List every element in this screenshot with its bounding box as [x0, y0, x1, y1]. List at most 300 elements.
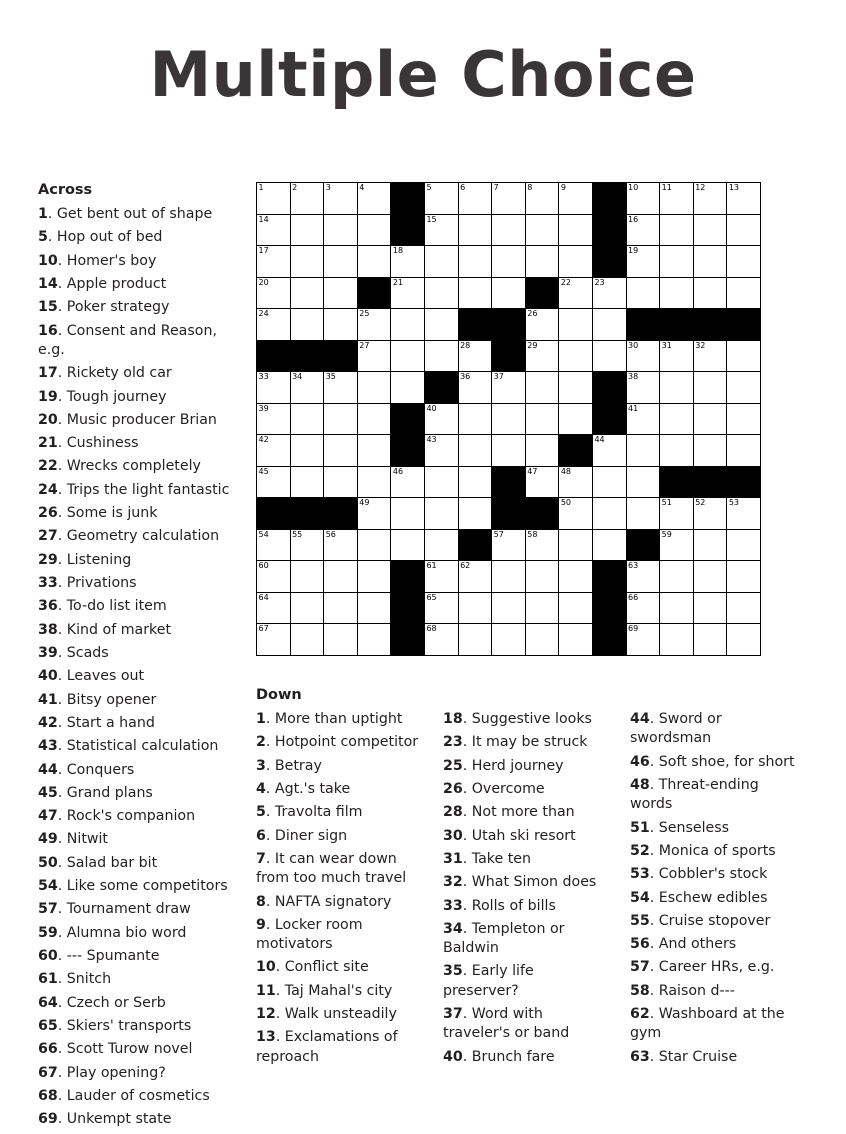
grid-cell[interactable]	[290, 435, 324, 467]
grid-cell[interactable]	[559, 529, 593, 561]
grid-cell[interactable]	[458, 214, 492, 246]
grid-cell[interactable]	[458, 466, 492, 498]
grid-cell[interactable]	[693, 435, 727, 467]
grid-row	[257, 466, 761, 498]
grid-cell-number: 58	[527, 529, 538, 539]
grid-cell[interactable]	[324, 277, 358, 309]
grid-cell[interactable]	[559, 498, 593, 530]
clue-item	[38, 228, 238, 247]
grid-cell-number: 38	[628, 372, 639, 381]
grid-cell[interactable]	[626, 403, 660, 435]
grid-cell[interactable]	[357, 340, 391, 372]
grid-cell[interactable]	[357, 624, 391, 656]
grid-cell[interactable]	[592, 498, 626, 530]
grid-cell[interactable]	[324, 466, 358, 498]
grid-cell[interactable]	[559, 372, 593, 404]
clue-text: . Czech or Serb	[57, 994, 166, 1011]
grid-cell-block	[492, 498, 526, 530]
grid-cell[interactable]	[290, 309, 324, 341]
clue-text: . To-do list item	[57, 598, 167, 615]
down-clue-column-1	[256, 710, 421, 1071]
grid-cell[interactable]	[660, 529, 694, 561]
grid-cell-number: 34	[292, 372, 303, 381]
grid-cell[interactable]	[458, 246, 492, 278]
grid-cell[interactable]	[391, 246, 425, 278]
clue-text: . It may be struck	[462, 734, 588, 751]
grid-cell[interactable]	[693, 183, 727, 215]
grid-cell-block	[391, 592, 425, 624]
clue-number: 18	[443, 711, 463, 727]
grid-cell[interactable]	[660, 435, 694, 467]
grid-cell[interactable]	[324, 309, 358, 341]
clue-text: . Monica of sports	[649, 842, 776, 859]
clue-number: 21	[38, 435, 58, 452]
grid-cell[interactable]	[525, 309, 559, 341]
grid-row	[257, 277, 761, 309]
grid-cell[interactable]	[458, 403, 492, 435]
grid-cell-number: 10	[628, 183, 639, 192]
grid-cell[interactable]	[727, 277, 761, 309]
grid-cell[interactable]	[693, 277, 727, 309]
clue-text: . Hotpoint competitor	[265, 734, 419, 751]
grid-cell-number: 28	[460, 340, 471, 350]
grid-cell[interactable]	[257, 561, 291, 593]
grid-cell[interactable]	[424, 561, 458, 593]
grid-cell[interactable]	[727, 246, 761, 278]
grid-cell[interactable]	[626, 592, 660, 624]
grid-cell[interactable]	[458, 340, 492, 372]
grid-cell[interactable]	[290, 372, 324, 404]
grid-cell[interactable]	[626, 246, 660, 278]
grid-cell[interactable]	[559, 183, 593, 215]
clue-text: . Start a hand	[57, 714, 155, 731]
grid-cell-block	[592, 214, 626, 246]
grid-cell-number: 25	[359, 309, 370, 318]
grid-cell[interactable]	[257, 277, 291, 309]
grid-cell[interactable]	[592, 529, 626, 561]
grid-cell-number: 68	[426, 624, 437, 633]
clue-text: . Salad bar bit	[57, 854, 158, 871]
clue-number: 40	[38, 668, 58, 685]
grid-cell[interactable]	[559, 309, 593, 341]
grid-cell[interactable]	[324, 246, 358, 278]
grid-cell[interactable]	[660, 183, 694, 215]
grid-cell[interactable]	[290, 466, 324, 498]
grid-cell[interactable]	[559, 561, 593, 593]
clue-item	[443, 962, 608, 1001]
grid-cell-number: 60	[258, 561, 269, 570]
grid-cell[interactable]	[727, 561, 761, 593]
grid-cell[interactable]	[458, 435, 492, 467]
grid-cell[interactable]	[424, 214, 458, 246]
grid-cell-block	[391, 561, 425, 593]
grid-row	[257, 183, 761, 215]
grid-cell-number: 26	[527, 309, 538, 318]
grid-cell-block	[525, 498, 559, 530]
clue-text: . Betray	[265, 757, 322, 774]
grid-cell[interactable]	[458, 624, 492, 656]
grid-cell[interactable]	[727, 372, 761, 404]
grid-cell[interactable]	[626, 372, 660, 404]
down-clue-column-3	[630, 710, 795, 1071]
grid-cell[interactable]	[525, 246, 559, 278]
grid-cell[interactable]	[290, 277, 324, 309]
grid-cell-block	[324, 498, 358, 530]
clue-item	[256, 893, 421, 912]
grid-cell[interactable]	[626, 624, 660, 656]
clue-text: . Star Cruise	[649, 1048, 738, 1065]
grid-cell[interactable]	[257, 214, 291, 246]
grid-cell[interactable]	[324, 624, 358, 656]
grid-cell[interactable]	[626, 435, 660, 467]
grid-cell[interactable]	[357, 561, 391, 593]
grid-cell[interactable]	[660, 403, 694, 435]
clue-number: 27	[38, 528, 58, 545]
grid-cell[interactable]	[727, 435, 761, 467]
grid-cell[interactable]	[357, 435, 391, 467]
grid-cell[interactable]	[693, 498, 727, 530]
clue-item	[38, 667, 238, 686]
grid-cell[interactable]	[357, 529, 391, 561]
grid-cell[interactable]	[492, 624, 526, 656]
grid-cell[interactable]	[660, 277, 694, 309]
grid-cell[interactable]	[492, 435, 526, 467]
clue-item	[443, 827, 608, 846]
grid-cell[interactable]	[458, 592, 492, 624]
grid-cell-number: 15	[426, 214, 437, 224]
grid-cell[interactable]	[290, 214, 324, 246]
grid-cell[interactable]	[559, 624, 593, 656]
grid-cell[interactable]	[257, 309, 291, 341]
grid-cell[interactable]	[559, 403, 593, 435]
grid-cell-number: 2	[292, 183, 298, 192]
clue-text: . It can wear down from too much travel	[256, 850, 407, 887]
grid-cell[interactable]	[424, 340, 458, 372]
grid-cell[interactable]	[525, 466, 559, 498]
clue-number: 49	[38, 831, 58, 848]
clue-item	[630, 819, 795, 838]
clue-item	[630, 889, 795, 908]
grid-cell[interactable]	[559, 592, 593, 624]
clue-text: . Hop out of bed	[47, 229, 163, 246]
grid-cell[interactable]	[492, 214, 526, 246]
grid-cell[interactable]	[424, 435, 458, 467]
grid-cell-block	[357, 277, 391, 309]
clue-item	[38, 737, 238, 756]
grid-cell[interactable]	[324, 183, 358, 215]
grid-cell[interactable]	[290, 624, 324, 656]
grid-cell[interactable]	[660, 592, 694, 624]
grid-cell[interactable]	[424, 309, 458, 341]
clue-text: . Tough journey	[57, 388, 167, 405]
clue-number: 32	[443, 874, 463, 891]
grid-cell[interactable]	[357, 309, 391, 341]
clue-number: 28	[443, 804, 463, 821]
clue-item	[256, 958, 421, 977]
grid-cell[interactable]	[257, 435, 291, 467]
grid-cell[interactable]	[727, 592, 761, 624]
grid-cell[interactable]	[257, 372, 291, 404]
grid-cell[interactable]	[391, 529, 425, 561]
down-heading: Down	[256, 687, 302, 703]
grid-cell[interactable]	[357, 466, 391, 498]
clue-item	[38, 924, 238, 943]
grid-cell[interactable]	[592, 309, 626, 341]
grid-cell[interactable]	[559, 277, 593, 309]
grid-cell[interactable]	[693, 214, 727, 246]
grid-cell[interactable]	[660, 246, 694, 278]
grid-cell[interactable]	[257, 403, 291, 435]
grid-cell[interactable]	[525, 403, 559, 435]
down-clues-block	[256, 687, 816, 1071]
clue-number: 9	[256, 916, 266, 933]
grid-cell[interactable]	[324, 529, 358, 561]
clue-text: . Poker strategy	[57, 299, 170, 316]
grid-cell[interactable]	[626, 214, 660, 246]
clue-number: 62	[630, 1006, 650, 1023]
grid-cell[interactable]	[458, 561, 492, 593]
grid-cell-block	[693, 466, 727, 498]
grid-cell[interactable]	[424, 246, 458, 278]
grid-cell[interactable]	[324, 435, 358, 467]
grid-cell[interactable]	[424, 466, 458, 498]
clue-number: 40	[443, 1048, 463, 1065]
clue-text: . Geometry calculation	[57, 528, 220, 545]
across-heading: Across	[38, 182, 93, 198]
clue-number: 43	[38, 738, 58, 755]
grid-cell-block	[626, 529, 660, 561]
clue-number: 19	[38, 388, 58, 405]
grid-cell[interactable]	[257, 529, 291, 561]
grid-cell[interactable]	[727, 183, 761, 215]
grid-cell[interactable]	[492, 592, 526, 624]
grid-cell[interactable]	[324, 214, 358, 246]
grid-cell[interactable]	[324, 372, 358, 404]
grid-cell[interactable]	[727, 214, 761, 246]
down-clue-columns	[256, 710, 816, 1071]
clue-text: . Wrecks completely	[57, 458, 201, 475]
grid-cell[interactable]	[693, 561, 727, 593]
grid-cell[interactable]	[458, 498, 492, 530]
grid-cell[interactable]	[525, 624, 559, 656]
grid-cell[interactable]	[693, 372, 727, 404]
grid-cell-number: 48	[560, 466, 572, 476]
grid-cell[interactable]	[693, 624, 727, 656]
clue-number: 66	[38, 1041, 58, 1058]
grid-cell[interactable]	[693, 246, 727, 278]
grid-cell-number: 40	[426, 403, 437, 413]
clue-number: 22	[38, 458, 58, 475]
grid-cell[interactable]	[492, 183, 526, 215]
grid-cell[interactable]	[391, 466, 425, 498]
grid-cell[interactable]	[458, 277, 492, 309]
grid-cell[interactable]	[492, 246, 526, 278]
grid-cell-number: 29	[527, 340, 538, 350]
grid-cell-number: 59	[661, 529, 672, 539]
grid-cell[interactable]	[559, 246, 593, 278]
grid-cell[interactable]	[290, 183, 324, 215]
clue-item	[38, 877, 238, 896]
grid-cell[interactable]	[525, 183, 559, 215]
grid-cell[interactable]	[626, 183, 660, 215]
grid-cell[interactable]	[391, 340, 425, 372]
grid-cell[interactable]	[290, 403, 324, 435]
grid-cell[interactable]	[559, 466, 593, 498]
grid-cell[interactable]	[424, 529, 458, 561]
grid-cell-number: 20	[258, 277, 269, 287]
grid-cell[interactable]	[391, 277, 425, 309]
grid-cell[interactable]	[592, 466, 626, 498]
grid-cell[interactable]	[626, 466, 660, 498]
grid-cell[interactable]	[324, 403, 358, 435]
grid-cell[interactable]	[727, 498, 761, 530]
grid-cell[interactable]	[727, 340, 761, 372]
grid-cell[interactable]	[458, 372, 492, 404]
clue-item	[38, 411, 238, 430]
grid-cell[interactable]	[424, 403, 458, 435]
grid-cell[interactable]	[424, 624, 458, 656]
grid-cell-number: 63	[628, 561, 639, 570]
grid-cell[interactable]	[626, 277, 660, 309]
grid-cell[interactable]	[424, 592, 458, 624]
crossword-grid-table[interactable]	[256, 182, 761, 656]
clue-item	[630, 710, 795, 749]
grid-cell[interactable]	[525, 592, 559, 624]
grid-cell[interactable]	[592, 277, 626, 309]
grid-cell[interactable]	[357, 403, 391, 435]
clue-text: . Suggestive looks	[462, 711, 592, 727]
grid-cell[interactable]	[727, 529, 761, 561]
grid-cell[interactable]	[492, 403, 526, 435]
grid-cell[interactable]	[525, 340, 559, 372]
grid-cell[interactable]	[660, 372, 694, 404]
grid-cell[interactable]	[626, 340, 660, 372]
grid-cell[interactable]	[660, 624, 694, 656]
grid-cell[interactable]	[257, 592, 291, 624]
grid-cell-number: 7	[493, 183, 499, 192]
grid-cell[interactable]	[525, 561, 559, 593]
grid-cell[interactable]	[391, 498, 425, 530]
clue-number: 59	[38, 924, 58, 941]
clue-text: . Conquers	[57, 761, 135, 778]
grid-cell[interactable]	[357, 372, 391, 404]
grid-cell[interactable]	[525, 214, 559, 246]
grid-cell[interactable]	[324, 592, 358, 624]
down-clue-column-2	[443, 710, 608, 1071]
grid-cell[interactable]	[324, 561, 358, 593]
grid-cell[interactable]	[626, 498, 660, 530]
clue-number: 64	[38, 994, 58, 1011]
grid-cell[interactable]	[492, 561, 526, 593]
grid-cell[interactable]	[257, 183, 291, 215]
clue-text: . Snitch	[57, 971, 112, 988]
grid-cell[interactable]	[458, 183, 492, 215]
clue-text: . Scott Turow novel	[57, 1041, 193, 1058]
grid-cell-block	[660, 309, 694, 341]
grid-row	[257, 435, 761, 467]
grid-cell[interactable]	[492, 529, 526, 561]
grid-cell[interactable]	[357, 498, 391, 530]
grid-cell[interactable]	[424, 498, 458, 530]
grid-cell[interactable]	[660, 561, 694, 593]
clue-text: . Rock's companion	[57, 808, 196, 825]
grid-cell[interactable]	[424, 277, 458, 309]
grid-cell-number: 9	[560, 183, 566, 192]
clue-text: . And others	[649, 936, 737, 953]
grid-cell[interactable]	[357, 214, 391, 246]
grid-cell[interactable]	[559, 214, 593, 246]
clue-number: 8	[256, 893, 266, 910]
grid-cell[interactable]	[257, 246, 291, 278]
grid-cell[interactable]	[693, 529, 727, 561]
clue-number: 41	[38, 691, 58, 708]
grid-cell[interactable]	[290, 561, 324, 593]
grid-cell[interactable]	[693, 592, 727, 624]
grid-cell[interactable]	[592, 340, 626, 372]
grid-cell-block	[324, 340, 358, 372]
clue-item	[630, 1048, 795, 1067]
grid-cell[interactable]	[525, 435, 559, 467]
grid-cell-number: 22	[560, 277, 572, 287]
clue-number: 14	[38, 275, 58, 292]
grid-cell[interactable]	[492, 277, 526, 309]
grid-cell-number: 67	[258, 624, 269, 633]
crossword-grid[interactable]	[256, 182, 761, 656]
grid-cell[interactable]	[626, 561, 660, 593]
clue-number: 20	[38, 411, 58, 428]
grid-cell[interactable]	[693, 340, 727, 372]
clue-text: . Taj Mahal's city	[275, 982, 393, 999]
grid-cell[interactable]	[660, 214, 694, 246]
grid-cell[interactable]	[592, 435, 626, 467]
grid-cell[interactable]	[525, 372, 559, 404]
grid-cell[interactable]	[290, 529, 324, 561]
grid-cell[interactable]	[357, 592, 391, 624]
grid-cell[interactable]	[290, 592, 324, 624]
clue-text: . Diner sign	[265, 827, 348, 844]
grid-cell[interactable]	[559, 340, 593, 372]
grid-cell-number: 47	[527, 466, 538, 476]
grid-cell[interactable]	[357, 183, 391, 215]
grid-cell[interactable]	[391, 372, 425, 404]
grid-cell-number: 12	[695, 183, 706, 192]
grid-cell[interactable]	[727, 403, 761, 435]
grid-cell[interactable]	[492, 372, 526, 404]
clue-text: . Early life preserver?	[443, 963, 534, 999]
clue-number: 37	[443, 1006, 463, 1023]
clue-item	[38, 298, 238, 317]
grid-cell[interactable]	[257, 624, 291, 656]
grid-cell[interactable]	[660, 498, 694, 530]
grid-cell-number: 43	[426, 435, 437, 444]
clue-item	[443, 733, 608, 752]
grid-cell[interactable]	[693, 403, 727, 435]
grid-cell[interactable]	[525, 529, 559, 561]
clue-text: . Privations	[57, 575, 137, 591]
clue-number: 69	[38, 1111, 58, 1128]
clue-number: 39	[38, 644, 58, 661]
grid-cell[interactable]	[660, 340, 694, 372]
grid-cell[interactable]	[290, 246, 324, 278]
grid-cell-number: 4	[359, 183, 365, 192]
grid-cell[interactable]	[357, 246, 391, 278]
grid-cell[interactable]	[257, 466, 291, 498]
clue-text: . What Simon does	[462, 874, 597, 891]
grid-cell[interactable]	[424, 183, 458, 215]
grid-cell[interactable]	[391, 309, 425, 341]
grid-cell-number: 11	[661, 183, 672, 192]
grid-cell[interactable]	[727, 624, 761, 656]
